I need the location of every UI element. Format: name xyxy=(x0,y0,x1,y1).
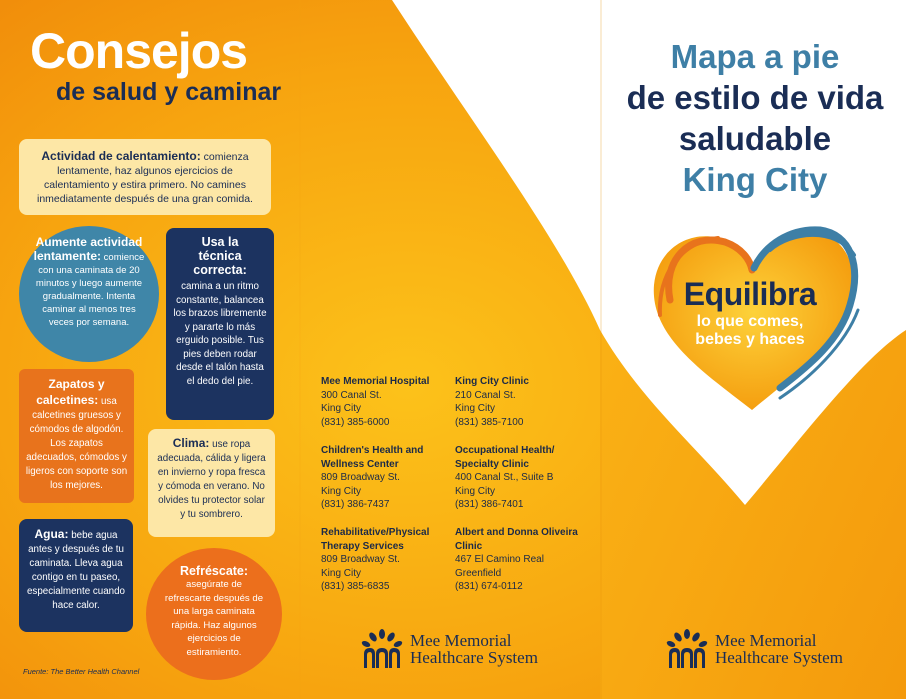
tip-warmup-body: comienza lentamente, haz algunos ejercicios de calentamiento y estira primero. No camines inmediatamente después de una gran comida. xyxy=(37,151,253,205)
cover-title-line-4: King City xyxy=(682,161,828,198)
heart-subtitle-1: lo que comes, xyxy=(696,313,804,330)
tip-shoes-head: Zapatos y calcetines: xyxy=(36,377,105,407)
contact-address: 210 Canal St. xyxy=(455,389,516,401)
contact-address: 809 Broadway St. xyxy=(321,554,400,565)
tip-cooldown-body: asegúrate de refrescarte después de una larga caminata rápida. Haz algunos ejercicios de estiramiento. xyxy=(164,579,264,658)
contact-phone: (831) 385-7100 xyxy=(455,416,524,428)
cover-title xyxy=(610,36,900,200)
mee-memorial-logo-cover xyxy=(665,628,843,670)
contact-phone: (831) 385-6000 xyxy=(321,416,390,428)
source-note: Fuente: The Better Health Channel xyxy=(23,667,140,676)
logo-line-1: Mee Memorial xyxy=(715,631,817,650)
heart-subtitle-2: bebes y haces xyxy=(695,331,805,348)
cover-title-line-3: saludable xyxy=(678,120,832,157)
tip-increase xyxy=(19,226,159,362)
tip-shoes-body: usa calcetines gruesos y cómodos de algodón. Los zapatos adecuados, cómodos y ligeros con soporte son los mejores. xyxy=(25,396,128,491)
contact-name: Children's Health and Wellness Center xyxy=(321,445,424,470)
tip-technique-head: Usa la técnica correcta: xyxy=(193,235,247,277)
tip-cooldown-head: Refréscate: xyxy=(179,564,249,578)
mee-memorial-logo-icon xyxy=(665,628,709,670)
contact-name: Mee Memorial Hospital xyxy=(321,376,430,387)
contact-address: 809 Broadway St. xyxy=(321,472,400,483)
logo-line-2: Healthcare System xyxy=(410,648,538,667)
tip-water-body: bebe agua antes y después de tu caminata. Lleva agua contigo en tu paseo, especialmente cuando hace calor. xyxy=(26,530,126,611)
contact-name: Albert and Donna Oliveira Clinic xyxy=(455,527,578,552)
tip-warmup xyxy=(19,139,271,215)
contact-city: King City xyxy=(455,485,496,497)
contact-king-city-clinic xyxy=(455,375,595,429)
contact-phone: (831) 386-7401 xyxy=(455,499,524,510)
tip-cooldown xyxy=(146,548,282,680)
mee-memorial-logo-icon xyxy=(360,628,404,670)
contact-city: King City xyxy=(455,403,496,414)
contact-name: Occupational Health/ Specialty Clinic xyxy=(455,445,555,470)
logo-line-2: Healthcare System xyxy=(715,648,843,667)
contact-phone: (831) 674-0112 xyxy=(455,581,523,592)
contact-city: King City xyxy=(321,567,362,579)
tip-warmup-head: Actividad de calentamiento: xyxy=(41,149,201,163)
contact-phone: (831) 386-7437 xyxy=(321,499,390,510)
contact-name: Rehabilitative/Physical Therapy Services xyxy=(321,527,430,552)
logo-line-1: Mee Memorial xyxy=(410,631,512,650)
contact-address: 467 El Camino Real xyxy=(455,554,544,565)
cover-title-line-2: de estilo de vida xyxy=(626,79,884,116)
tip-increase-body: comience con una caminata de 20 minutos y luego aumente gradualmente. Intenta caminar al menos tres veces por semana. xyxy=(35,252,145,328)
contact-rehab-therapy xyxy=(321,526,439,594)
contact-city: Greenfield xyxy=(455,567,502,579)
contact-address: 400 Canal St., Suite B xyxy=(455,472,554,483)
contact-name: King City Clinic xyxy=(455,376,529,387)
contact-city: King City xyxy=(321,403,362,414)
tip-shoes xyxy=(19,369,134,503)
contact-phone: (831) 385-6835 xyxy=(321,581,390,592)
tip-weather xyxy=(148,429,275,537)
tip-technique xyxy=(166,228,274,420)
contact-childrens-health xyxy=(321,444,431,512)
contact-address: 300 Canal St. xyxy=(321,389,382,401)
panel-title: Consejos xyxy=(30,23,248,79)
tip-water xyxy=(19,519,133,632)
tip-weather-body: use ropa adecuada, cálida y ligera en invierno y ropa fresca y cómoda en verano. No olvides tu protector solar y tu sombrero. xyxy=(157,439,266,520)
tip-water-head: Agua: xyxy=(34,527,69,541)
tip-increase-head: Aumente actividad lentamente: xyxy=(33,235,143,263)
tip-technique-body: camina a un ritmo constante, balancea los brazos libremente y pararte lo más erguido posible. Tus pies deben rodar desde el talón hasta el dedo del pie. xyxy=(173,281,267,387)
contact-mee-memorial-hospital xyxy=(321,375,451,429)
panel-subtitle: de salud y caminar xyxy=(56,78,282,106)
contact-city: King City xyxy=(321,485,362,497)
cover-title-line-1: Mapa a pie xyxy=(670,38,840,75)
contact-occupational-health xyxy=(455,444,570,512)
tip-weather-head: Clima: xyxy=(172,436,210,450)
contact-oliveira-clinic xyxy=(455,526,585,594)
mee-memorial-logo xyxy=(360,628,538,670)
heart-title: Equilibra xyxy=(683,276,817,312)
